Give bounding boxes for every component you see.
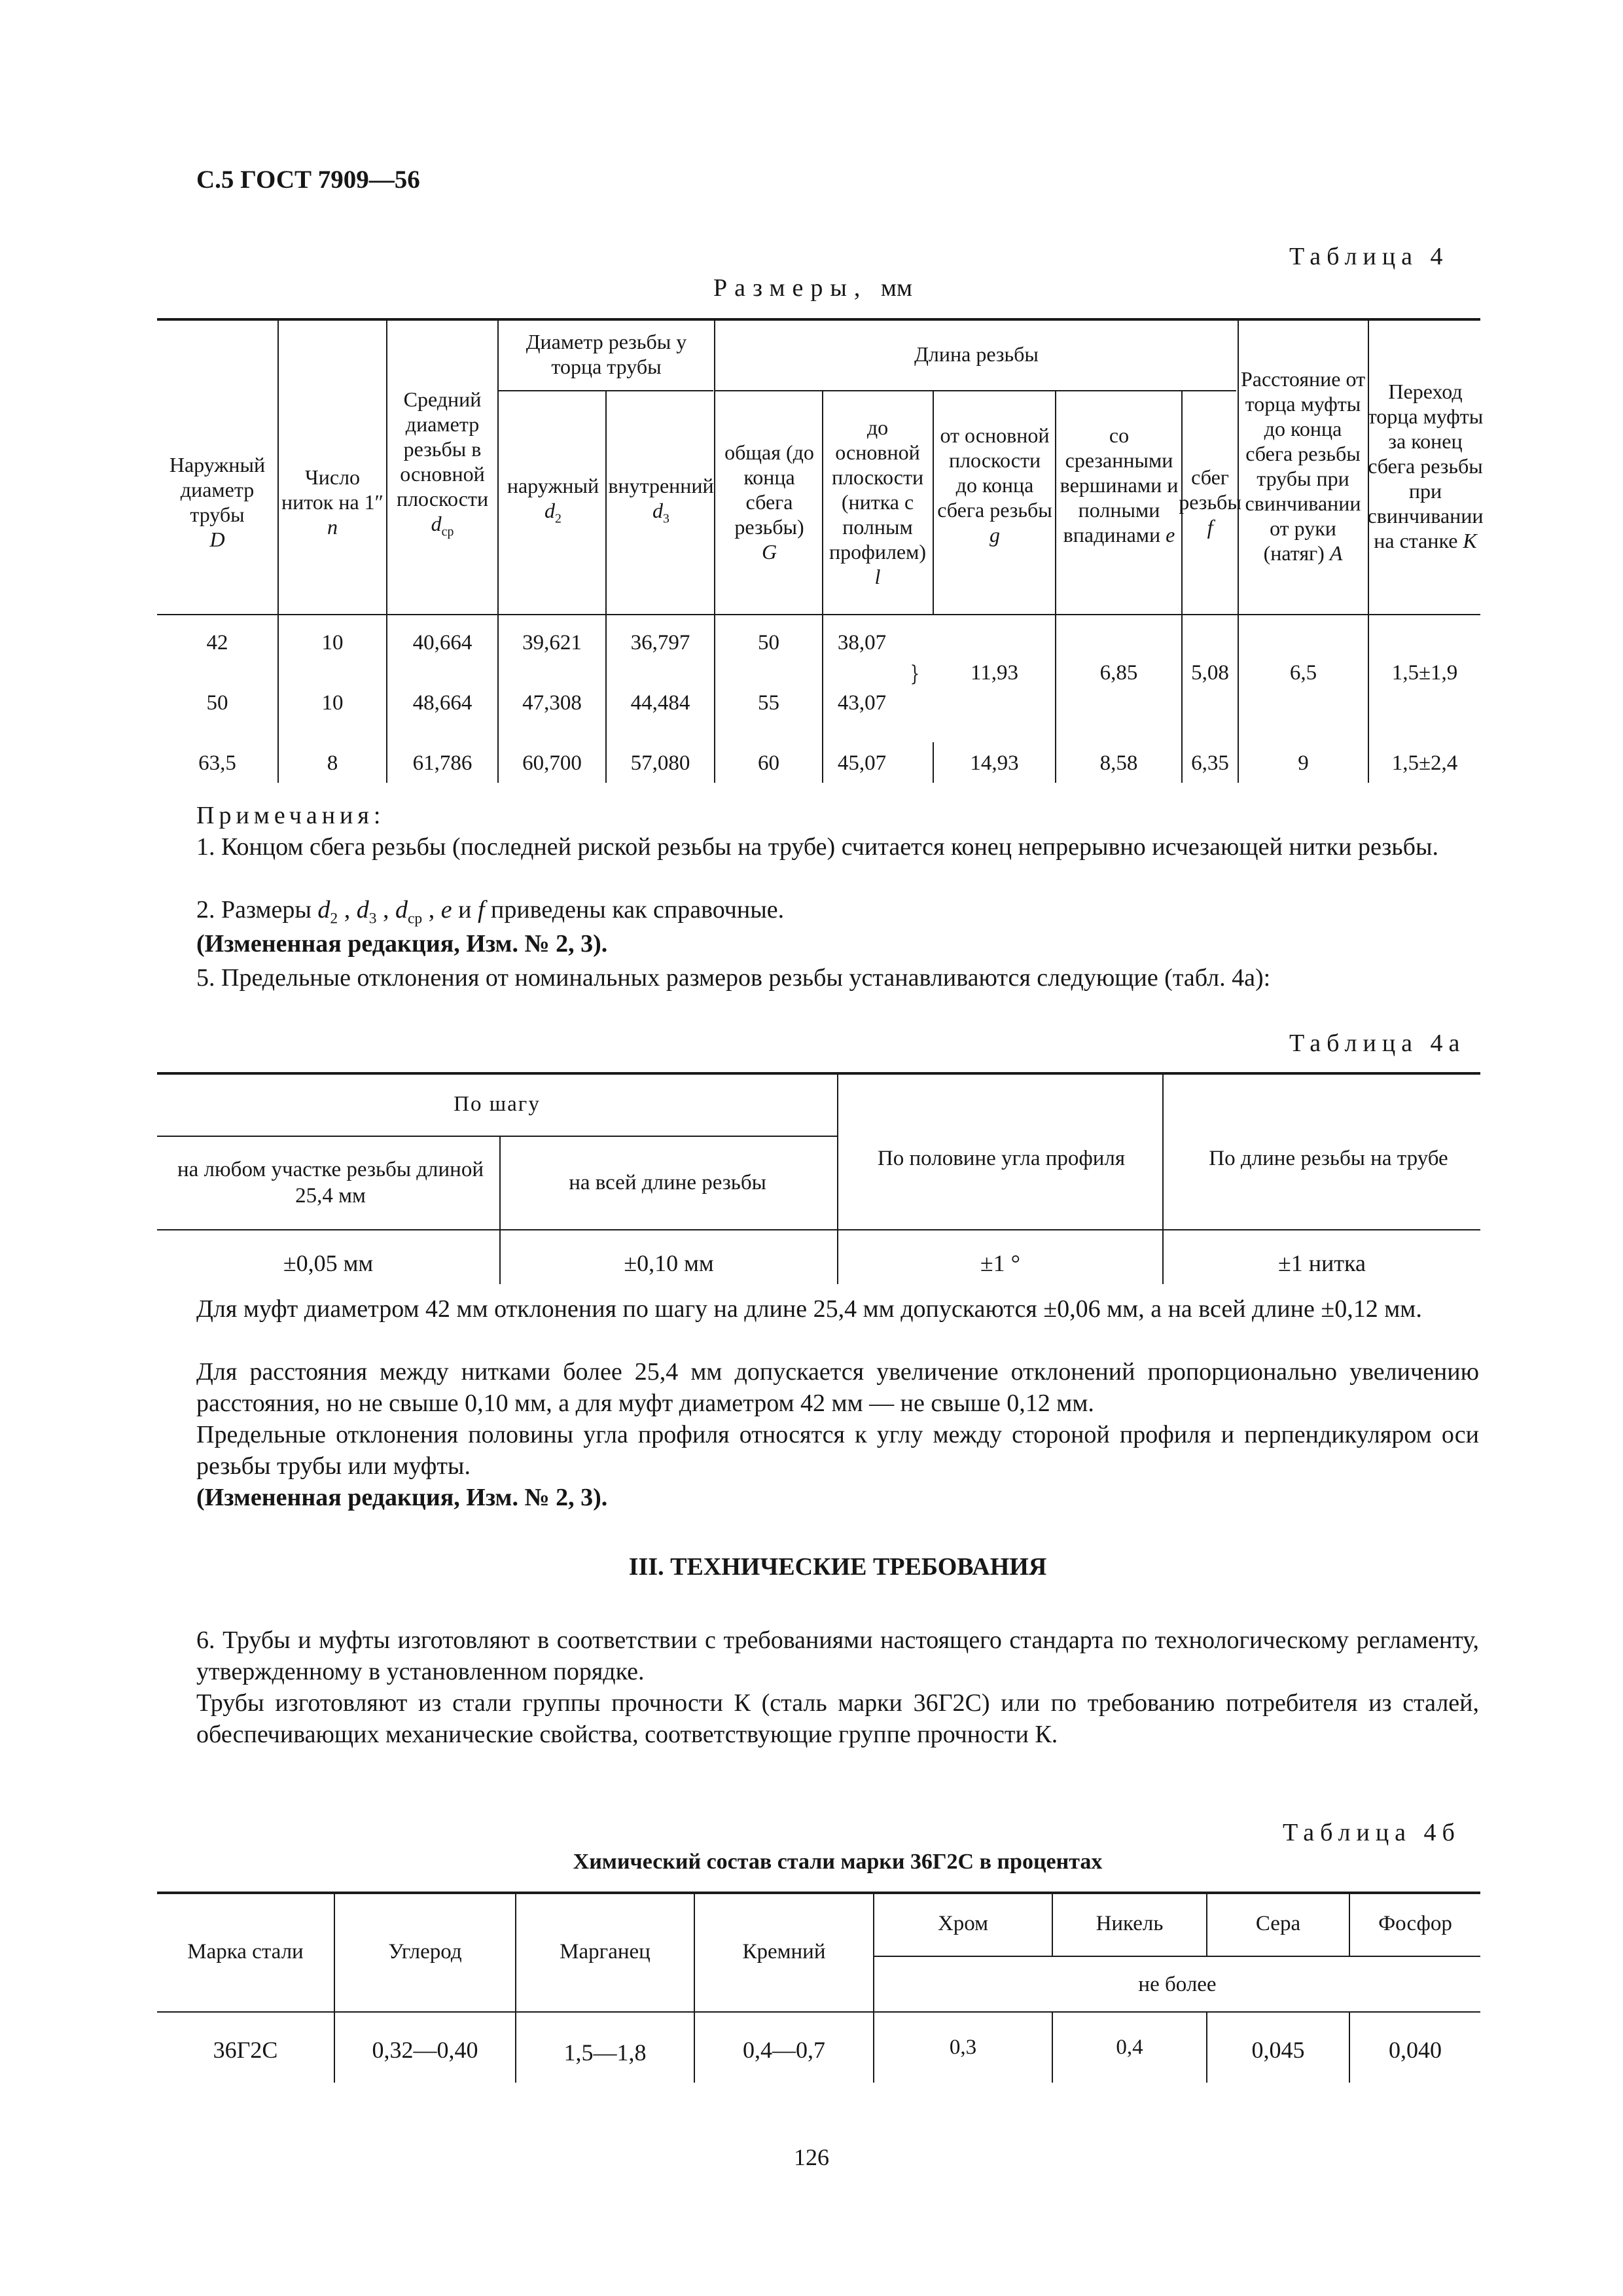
th-distance: Расстояние от торца муфты до конца сбега резьбы трубы при свинчивании от руки (натяг) A bbox=[1240, 367, 1366, 565]
r1-G: 50 bbox=[758, 630, 779, 655]
r3-A: 9 bbox=[1298, 751, 1309, 775]
th-truncated: со срезанными вершинами и полными впадинами e bbox=[1060, 423, 1179, 547]
brace-symbol: } bbox=[910, 660, 920, 686]
r3-f: 6,35 bbox=[1191, 751, 1229, 775]
th-carbon: Углерод bbox=[388, 1939, 462, 1964]
paragraph-b: Для расстояния между нитками более 25,4 мм допускается увеличение отклонений пропорционально увеличению расстояния, но не свыше 0,10 мм, а для муфт диаметром 42 мм — не свыше 0,12 мм. bbox=[196, 1358, 1479, 1417]
th-thread-length: Длина резьбы bbox=[914, 342, 1039, 366]
r2-G: 55 bbox=[758, 691, 779, 715]
r3-e: 8,58 bbox=[1099, 751, 1138, 775]
r2-dcp: 48,664 bbox=[412, 691, 473, 715]
r2-d3: 44,484 bbox=[630, 691, 690, 715]
paragraph-6: 6. Трубы и муфты изготовляют в соответствии с требованиями настоящего стандарта по технологическому регламенту, утвержденному в установленном порядке. bbox=[196, 1626, 1479, 1685]
paragraph-a: Для муфт диаметром 42 мм отклонения по шагу на длине 25,4 мм допускаются ±0,06 мм, а на всей длине ±0,12 мм. bbox=[196, 1295, 1422, 1323]
r3-g: 14,93 bbox=[970, 751, 1019, 775]
th-phosphorus: Фосфор bbox=[1378, 1912, 1452, 1935]
v-half-angle: ±1 ° bbox=[980, 1250, 1021, 1276]
th-by-pitch: По шагу bbox=[454, 1092, 541, 1116]
th-end-outer: наружный $d_2$ bbox=[507, 473, 599, 526]
r3-d2: 60,700 bbox=[522, 751, 582, 775]
r3-K: 1,5±2,4 bbox=[1391, 751, 1458, 775]
v-phosphorus: 0,040 bbox=[1389, 2037, 1442, 2063]
v-length-on-pipe: ±1 нитка bbox=[1278, 1250, 1366, 1276]
v-carbon: 0,32—0,40 bbox=[372, 2037, 478, 2063]
th-silicon: Кремний bbox=[742, 1939, 826, 1964]
v-silicon: 0,4—0,7 bbox=[743, 2037, 825, 2063]
th-manganese: Марганец bbox=[560, 1939, 651, 1964]
r1-D: 42 bbox=[206, 630, 228, 655]
th-not-more: не более bbox=[1138, 1972, 1217, 1996]
th-total: общая (до конца сбега резьбы) G bbox=[724, 440, 814, 564]
r2-d2: 47,308 bbox=[522, 691, 582, 715]
amendment-note-2: (Измененная редакция, Изм. № 2, 3). bbox=[196, 1484, 608, 1511]
th-mean-diameter: Средний диаметр резьбы в основной плоскости $d_{ср}$ bbox=[396, 387, 489, 539]
v-sulfur: 0,045 bbox=[1251, 2037, 1305, 2063]
shared-e: 6,85 bbox=[1099, 660, 1138, 685]
r3-dcp: 61,786 bbox=[412, 751, 473, 775]
paragraph-c: Предельные отклонения половины угла профиля относятся к углу между стороной профиля и перпендикуляром оси резьбы трубы или муфты. bbox=[196, 1421, 1479, 1480]
r3-d3: 57,080 bbox=[630, 751, 690, 775]
th-steel-grade: Марка стали bbox=[187, 1939, 304, 1964]
th-chromium: Хром bbox=[937, 1912, 989, 1935]
r3-l: 45,07 bbox=[837, 751, 887, 775]
th-sulfur: Сера bbox=[1255, 1912, 1301, 1935]
th-outer-diameter: Наружный диаметр трубы D bbox=[169, 453, 266, 551]
shared-A: 6,5 bbox=[1289, 660, 1317, 685]
page-number: 126 bbox=[794, 2144, 829, 2170]
shared-K: 1,5±1,9 bbox=[1391, 660, 1458, 685]
v-manganese: 1,5—1,8 bbox=[563, 2039, 647, 2066]
v-chromium: 0,3 bbox=[949, 2036, 977, 2059]
r2-l: 43,07 bbox=[837, 691, 887, 715]
r3-D: 63,5 bbox=[198, 751, 236, 775]
paragraph-5: 5. Предельные отклонения от номинальных размеров резьбы устанавливаются следующие (табл. 4а): bbox=[196, 964, 1271, 992]
v-nickel: 0,4 bbox=[1116, 2036, 1143, 2059]
th-full-length: на всей длине резьбы bbox=[569, 1171, 766, 1194]
paragraph-6b: Трубы изготовляют из стали группы прочности К (сталь марки 36Г2С) или по требованию потребителя из сталей, обеспечивающих механические свойства, соответствующие группе прочности К. bbox=[196, 1689, 1479, 1748]
v-steel-grade: 36Г2С bbox=[213, 2037, 278, 2063]
th-any-segment: на любом участке резьбы длиной 25,4 мм bbox=[177, 1158, 484, 1208]
th-end-inner: внутренний $d_3$ bbox=[608, 473, 714, 526]
v-full-length: ±0,10 мм bbox=[624, 1250, 714, 1276]
th-runout: сбег резьбы f bbox=[1179, 465, 1241, 539]
r2-n: 10 bbox=[321, 691, 344, 715]
r1-dcp: 40,664 bbox=[412, 630, 473, 655]
table4b-title: Химический состав стали марки 36Г2С в процентах bbox=[573, 1850, 1103, 1874]
amendment-note: (Измененная редакция, Изм. № 2, 3). bbox=[196, 930, 608, 958]
shared-f: 5,08 bbox=[1191, 660, 1229, 685]
r2-D: 50 bbox=[206, 691, 228, 715]
note-1: 1. Концом сбега резьбы (последней риской резьбы на трубе) считается конец непрерывно исчезающей нитки резьбы. bbox=[196, 833, 1438, 861]
r1-d2: 39,621 bbox=[522, 630, 582, 655]
note-2: 2. Размеры $d_2$ , $d_3$ , $d_{ср}$ , e и f приведены как справочные. bbox=[196, 896, 785, 927]
table4-caption: Таблица 4 bbox=[1289, 243, 1449, 270]
th-length-on-pipe: По длине резьбы на трубе bbox=[1209, 1147, 1448, 1170]
r1-d3: 36,797 bbox=[630, 630, 690, 655]
th-to-main: до основной плоскости (нитка с полным профилем) l bbox=[829, 416, 927, 588]
th-threads: Число ниток на 1″ n bbox=[281, 465, 383, 539]
table4b-caption: Таблица 4б bbox=[1283, 1819, 1461, 1846]
th-nickel: Никель bbox=[1096, 1912, 1164, 1935]
section-title: III. ТЕХНИЧЕСКИЕ ТРЕБОВАНИЯ bbox=[628, 1553, 1047, 1581]
shared-g: 11,93 bbox=[970, 660, 1019, 685]
th-from-main: от основной плоскости до конца сбега резьбы g bbox=[937, 423, 1052, 547]
r3-G: 60 bbox=[758, 751, 779, 775]
document-header: С.5 ГОСТ 7909—56 bbox=[196, 166, 420, 194]
table4-dims: Размеры, мм bbox=[713, 274, 913, 302]
r1-n: 10 bbox=[321, 630, 344, 655]
v-any-segment: ±0,05 мм bbox=[283, 1250, 374, 1276]
notes-title: Примечания: bbox=[196, 802, 385, 829]
r1-l: 38,07 bbox=[837, 630, 887, 655]
th-half-angle: По половине угла профиля bbox=[877, 1147, 1126, 1170]
th-end-diameter: Диаметр резьбы у торца трубы bbox=[526, 330, 687, 378]
th-transition: Переход торца муфты за конец сбега резьбы при свинчивании на станке K bbox=[1367, 380, 1484, 552]
table4a-caption: Таблица 4а bbox=[1289, 1030, 1466, 1057]
r3-n: 8 bbox=[327, 751, 338, 775]
